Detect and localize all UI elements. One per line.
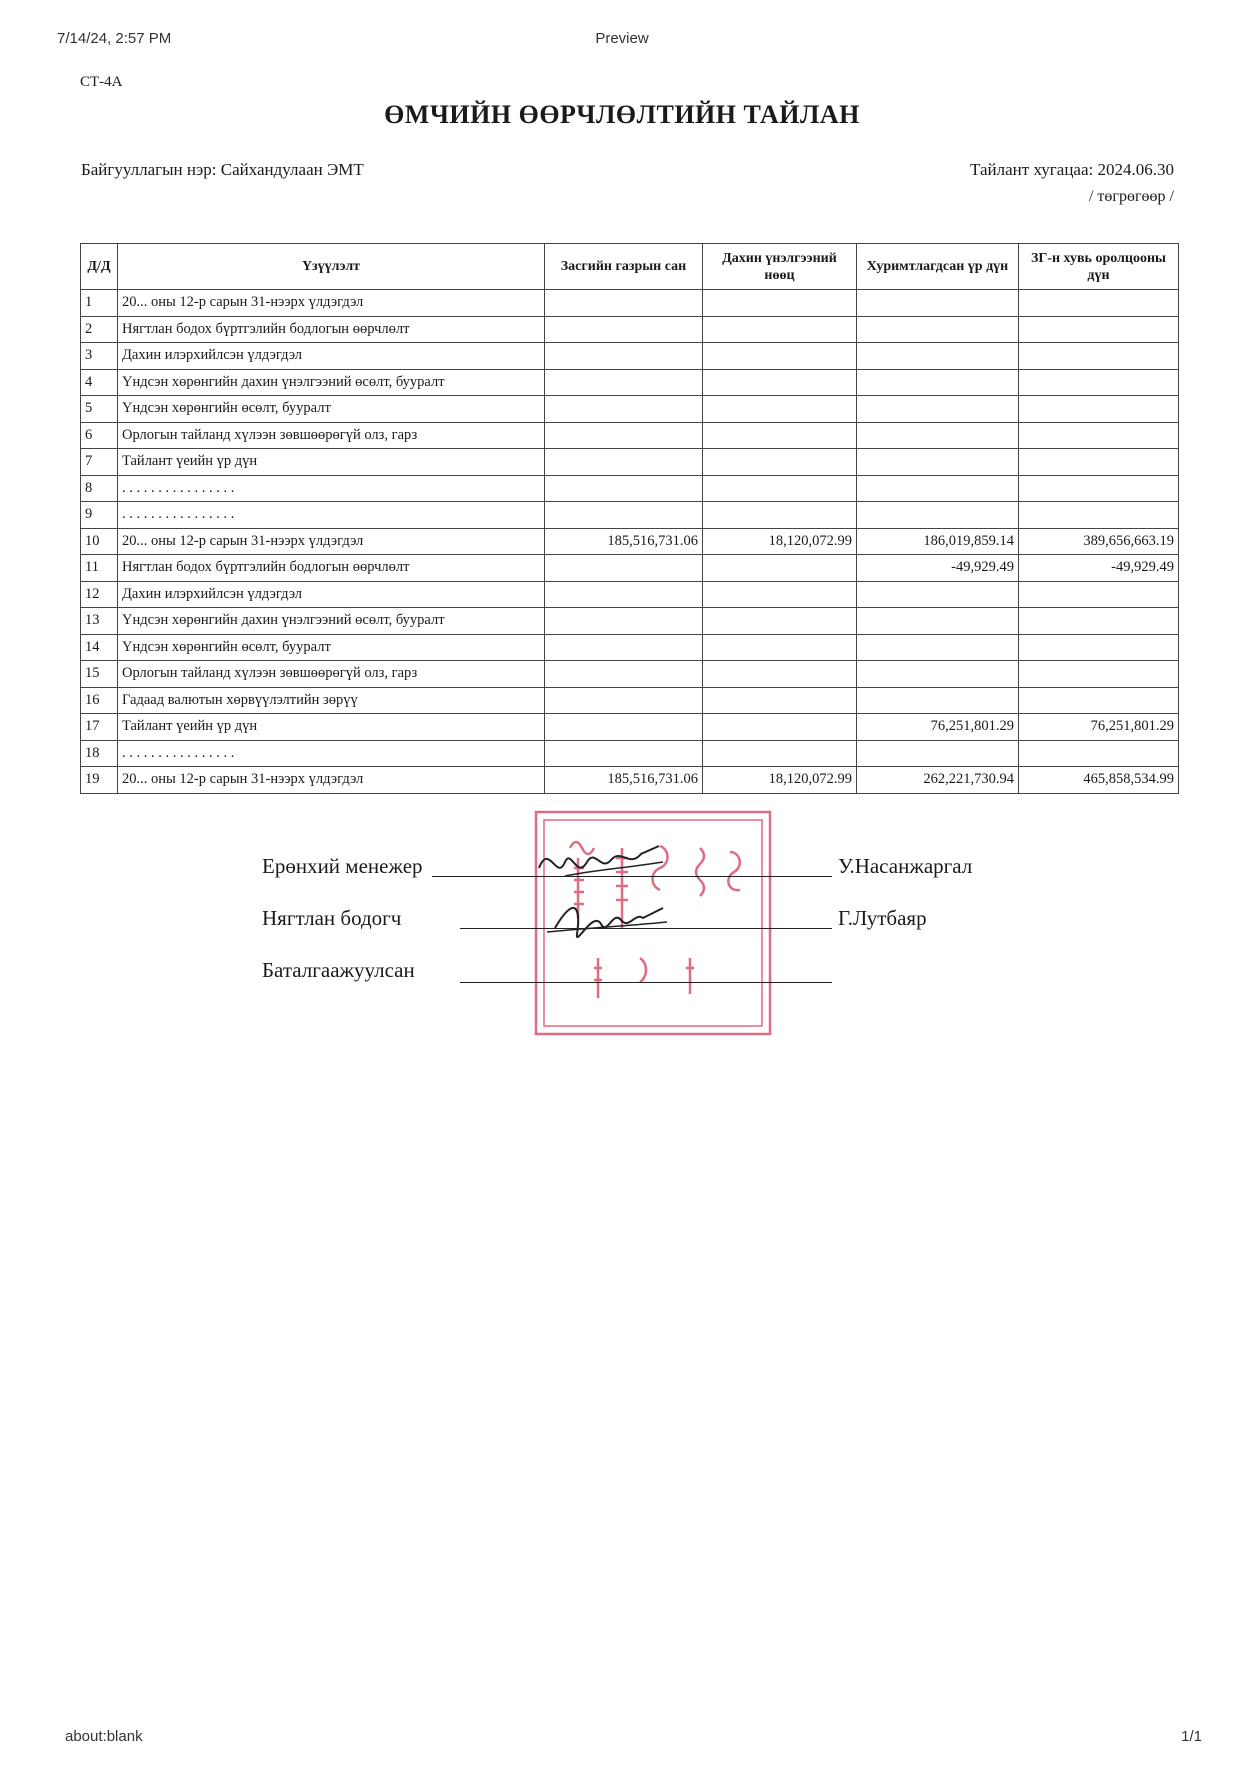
government-fund-value: 185,516,731.06 [545,528,703,555]
accountant-signature-line [460,928,832,929]
government-share-total-value [1019,369,1179,396]
row-index: 3 [81,343,118,370]
header-index: Д/Д [81,244,118,290]
accumulated-result-value [857,449,1019,476]
accumulated-result-value [857,475,1019,502]
government-share-total-value [1019,396,1179,423]
accumulated-result-value [857,634,1019,661]
accountant-signature [545,888,675,940]
general-manager-label: Ерөнхий менежер [262,854,423,878]
verified-label: Баталгаажуулсан [262,958,415,982]
accountant-label: Нягтлан бодогч [262,906,402,930]
government-fund-value [545,740,703,767]
accumulated-result-value: -49,929.49 [857,555,1019,582]
row-indicator: Үндсэн хөрөнгийн дахин үнэлгээний өсөлт, бууралт [118,608,545,635]
row-indicator: 20... оны 12-р сарын 31-нээрх үлдэгдэл [118,290,545,317]
row-index: 19 [81,767,118,794]
revaluation-reserve-value [703,608,857,635]
table-row [81,449,1179,476]
row-indicator: 20... оны 12-р сарын 31-нээрх үлдэгдэл [118,767,545,794]
revaluation-reserve-value [703,475,857,502]
government-fund-value [545,661,703,688]
accountant-name: Г.Лутбаяр [838,906,927,930]
government-share-total-value [1019,661,1179,688]
header-accumulated-result: Хуримтлагдсан үр дүн [857,244,1019,290]
accumulated-result-value [857,581,1019,608]
currency-unit: / төгрөгөөр / [1088,188,1174,205]
row-index: 15 [81,661,118,688]
table-header-row [81,244,1179,290]
accumulated-result-value [857,661,1019,688]
government-fund-value [545,608,703,635]
report-period: Тайлант хугацаа: 2024.06.30 [970,160,1174,179]
government-fund-value [545,687,703,714]
print-page-number: 1/1 [1181,1728,1202,1745]
row-indicator: . . . . . . . . . . . . . . . . [118,502,545,529]
government-fund-value [545,555,703,582]
revaluation-reserve-value [703,290,857,317]
manager-signature [535,838,675,886]
government-fund-value [545,290,703,317]
revaluation-reserve-value [703,714,857,741]
revaluation-reserve-value [703,369,857,396]
government-fund-value [545,422,703,449]
accumulated-result-value: 262,221,730.94 [857,767,1019,794]
row-index: 7 [81,449,118,476]
government-share-total-value [1019,608,1179,635]
revaluation-reserve-value [703,502,857,529]
accumulated-result-value: 76,251,801.29 [857,714,1019,741]
government-share-total-value [1019,740,1179,767]
accumulated-result-value [857,608,1019,635]
row-index: 1 [81,290,118,317]
government-fund-value [545,343,703,370]
accumulated-result-value [857,290,1019,317]
accumulated-result-value [857,740,1019,767]
row-index: 12 [81,581,118,608]
revaluation-reserve-value [703,343,857,370]
government-share-total-value [1019,687,1179,714]
table-row [81,555,1179,582]
table-row [81,608,1179,635]
row-indicator: Нягтлан бодох бүртгэлийн бодлогын өөрчлөлт [118,555,545,582]
accumulated-result-value [857,343,1019,370]
government-share-total-value [1019,343,1179,370]
revaluation-reserve-value [703,316,857,343]
revaluation-reserve-value [703,555,857,582]
table-row [81,661,1179,688]
row-indicator: Тайлант үеийн үр дүн [118,449,545,476]
row-index: 17 [81,714,118,741]
general-manager-name: У.Насанжаргал [838,854,973,878]
row-index: 5 [81,396,118,423]
table-row [81,528,1179,555]
organization-name: Байгууллагын нэр: Сайхандулаан ЭМТ [81,160,364,179]
government-share-total-value [1019,581,1179,608]
government-share-total-value [1019,634,1179,661]
government-fund-value [545,581,703,608]
revaluation-reserve-value [703,422,857,449]
government-share-total-value [1019,422,1179,449]
table-row [81,475,1179,502]
table-body [81,290,1179,794]
accumulated-result-value [857,396,1019,423]
row-indicator: Гадаад валютын хөрвүүлэлтийн зөрүү [118,687,545,714]
table-row [81,502,1179,529]
print-url: about:blank [65,1728,143,1745]
row-index: 10 [81,528,118,555]
row-indicator: Нягтлан бодох бүртгэлийн бодлогын өөрчлөлт [118,316,545,343]
table-row [81,396,1179,423]
government-fund-value [545,502,703,529]
header-indicator: Үзүүлэлт [118,244,545,290]
table-row [81,740,1179,767]
table-row [81,687,1179,714]
government-fund-value [545,369,703,396]
government-fund-value [545,714,703,741]
row-indicator: Дахин илэрхийлсэн үлдэгдэл [118,343,545,370]
government-fund-value [545,316,703,343]
row-indicator: Тайлант үеийн үр дүн [118,714,545,741]
row-index: 16 [81,687,118,714]
government-share-total-value: -49,929.49 [1019,555,1179,582]
government-share-total-value: 465,858,534.99 [1019,767,1179,794]
equity-changes-table [80,243,1179,794]
print-page-title: Preview [595,30,649,47]
table-row [81,369,1179,396]
revaluation-reserve-value [703,396,857,423]
government-fund-value [545,634,703,661]
verified-signature-line [460,982,832,983]
header-government-share-total: ЗГ-н хувь оролцооны дүн [1019,244,1179,290]
header-government-fund: Засгийн газрын сан [545,244,703,290]
revaluation-reserve-value: 18,120,072.99 [703,767,857,794]
table-row [81,290,1179,317]
revaluation-reserve-value [703,687,857,714]
accumulated-result-value [857,369,1019,396]
government-fund-value [545,449,703,476]
header-revaluation-reserve: Дахин үнэлгээний нөөц [703,244,857,290]
table-row [81,316,1179,343]
row-indicator: Үндсэн хөрөнгийн дахин үнэлгээний өсөлт, бууралт [118,369,545,396]
row-indicator: . . . . . . . . . . . . . . . . [118,740,545,767]
general-manager-signature-line [432,876,832,877]
government-share-total-value [1019,475,1179,502]
row-indicator: Дахин илэрхийлсэн үлдэгдэл [118,581,545,608]
table-row [81,714,1179,741]
government-fund-value [545,396,703,423]
revaluation-reserve-value [703,449,857,476]
government-share-total-value: 76,251,801.29 [1019,714,1179,741]
row-indicator: Орлогын тайланд хүлээн зөвшөөрөгүй олз, гарз [118,661,545,688]
revaluation-reserve-value [703,581,857,608]
government-share-total-value [1019,449,1179,476]
row-index: 18 [81,740,118,767]
row-indicator: . . . . . . . . . . . . . . . . [118,475,545,502]
row-indicator: 20... оны 12-р сарын 31-нээрх үлдэгдэл [118,528,545,555]
row-index: 9 [81,502,118,529]
government-share-total-value [1019,316,1179,343]
government-fund-value: 185,516,731.06 [545,767,703,794]
revaluation-reserve-value [703,740,857,767]
government-fund-value [545,475,703,502]
row-index: 2 [81,316,118,343]
accumulated-result-value [857,502,1019,529]
table-row [81,634,1179,661]
row-index: 4 [81,369,118,396]
table-row [81,343,1179,370]
government-share-total-value: 389,656,663.19 [1019,528,1179,555]
government-share-total-value [1019,290,1179,317]
revaluation-reserve-value: 18,120,072.99 [703,528,857,555]
row-index: 11 [81,555,118,582]
revaluation-reserve-value [703,634,857,661]
row-index: 14 [81,634,118,661]
accumulated-result-value [857,422,1019,449]
table-row [81,422,1179,449]
table-row [81,767,1179,794]
print-date-time: 7/14/24, 2:57 PM [57,30,172,47]
report-title: ӨМЧИЙН ӨӨРЧЛӨЛТИЙН ТАЙЛАН [384,100,860,129]
accumulated-result-value: 186,019,859.14 [857,528,1019,555]
government-share-total-value [1019,502,1179,529]
row-index: 13 [81,608,118,635]
row-index: 6 [81,422,118,449]
revaluation-reserve-value [703,661,857,688]
row-indicator: Орлогын тайланд хүлээн зөвшөөрөгүй олз, гарз [118,422,545,449]
form-code: СТ-4А [80,74,123,90]
table-row [81,581,1179,608]
row-indicator: Үндсэн хөрөнгийн өсөлт, бууралт [118,396,545,423]
row-index: 8 [81,475,118,502]
accumulated-result-value [857,316,1019,343]
accumulated-result-value [857,687,1019,714]
row-indicator: Үндсэн хөрөнгийн өсөлт, бууралт [118,634,545,661]
